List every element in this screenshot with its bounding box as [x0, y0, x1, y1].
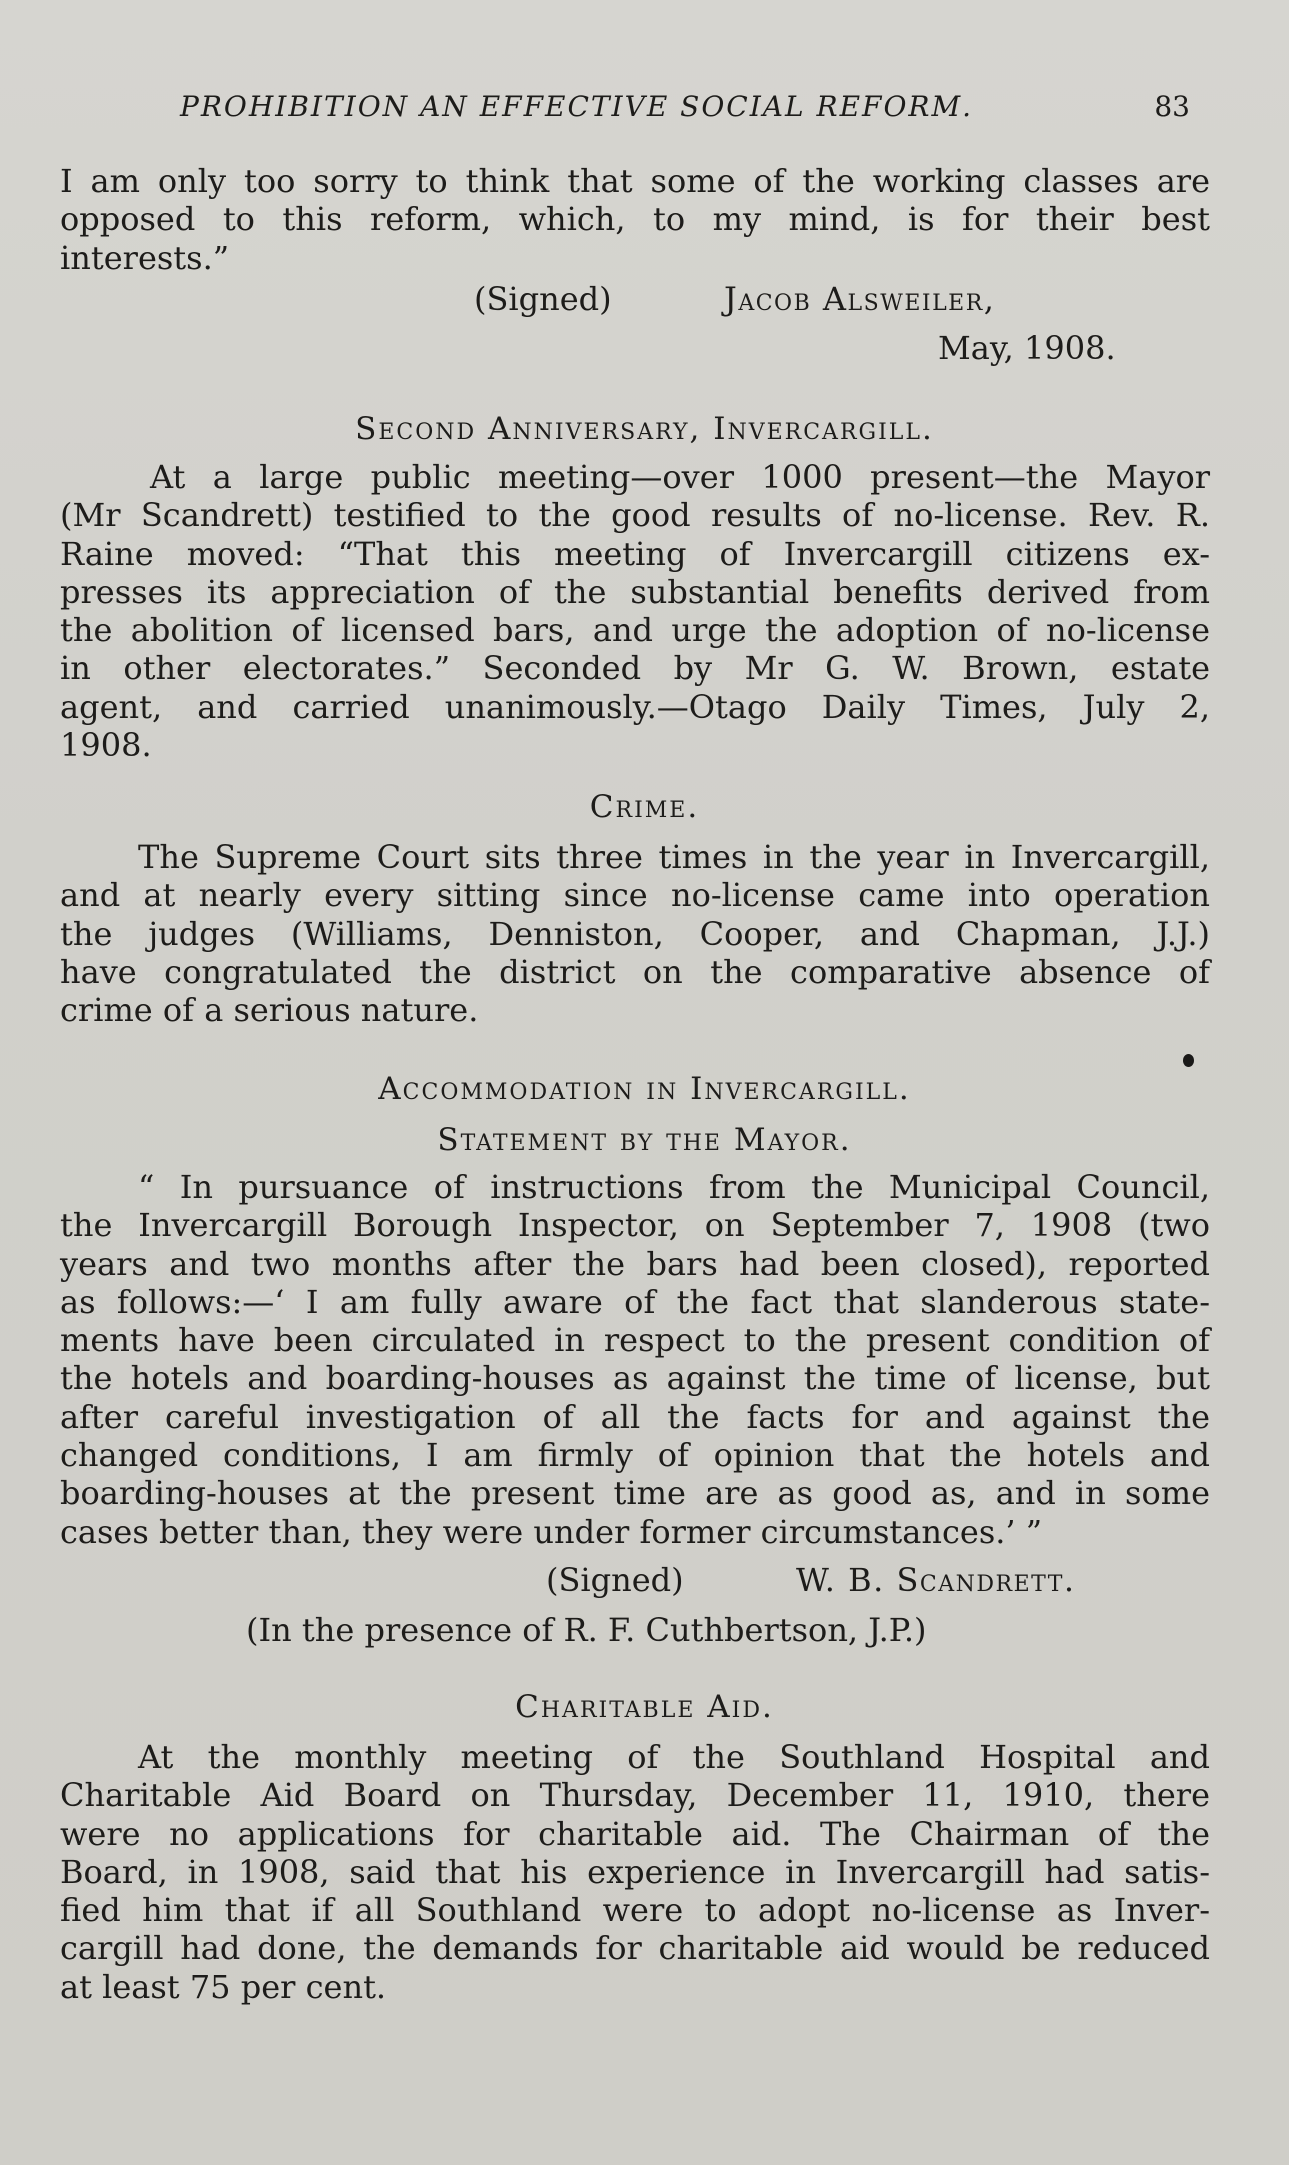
text-line: were no applications for charitable aid. The Chairman of the: [60, 1814, 1210, 1853]
opening-paragraph: [60, 162, 1210, 277]
opening-date: May, 1908.: [938, 329, 1116, 367]
text-line: cargill had done, the demands for charitable aid would be reduced: [60, 1929, 1210, 1968]
text-line: after careful investigation of all the facts for and against the: [60, 1397, 1210, 1436]
accommodation-heading: Accommodation in Invercargill.: [378, 1071, 911, 1107]
accommodation-signer: W. B. Scandrett.: [796, 1561, 1076, 1599]
charitable-aid-paragraph: [60, 1738, 1210, 2006]
text-line: The Supreme Court sits three times in the year in Invercargill,: [138, 838, 1210, 876]
text-line: years and two months after the bars had been closed), reported: [60, 1244, 1210, 1283]
text-line: At the monthly meeting of the Southland Hospital and: [138, 1738, 1210, 1776]
text-line: Raine moved: “That this meeting of Invercargill citizens ex-: [60, 534, 1210, 573]
text-line: agent, and carried unanimously.—Otago Daily Times, July 2,: [60, 687, 1210, 726]
ink-speck: [1183, 1054, 1194, 1067]
header-title: PROHIBITION AN EFFECTIVE SOCIAL REFORM.: [180, 90, 974, 123]
text-line: cases better than, they were under former circumstances.’ ”: [60, 1512, 1043, 1551]
text-line: in other electorates.” Seconded by Mr G. W. Brown, estate: [60, 649, 1210, 688]
text-line: have congratulated the district on the comparative absence of: [60, 952, 1210, 991]
text-line: at least 75 per cent.: [60, 1967, 387, 2006]
text-line: as follows:—‘ I am fully aware of the fact that slanderous state-: [60, 1282, 1210, 1321]
text-line: crime of a serious nature.: [60, 991, 479, 1030]
second-anniversary-heading: Second Anniversary, Invercargill.: [355, 411, 934, 447]
text-line: opposed to this reform, which, to my mind, is for their best: [60, 200, 1210, 239]
text-line: the judges (Williams, Denniston, Cooper, and Chapman, J.J.): [60, 914, 1210, 953]
page-number: 83: [1154, 90, 1190, 123]
text-line: interests.”: [60, 238, 230, 277]
text-line: presses its appreciation of the substantial benefits derived from: [60, 572, 1210, 611]
accommodation-signed-label: (Signed): [546, 1561, 684, 1599]
text-line: Charitable Aid Board on Thursday, December 11, 1910, there: [60, 1776, 1210, 1815]
text-line: Board, in 1908, said that his experience in Invercargill had satis-: [60, 1852, 1210, 1891]
running-header: [180, 88, 1190, 126]
crime-heading: Crime.: [589, 789, 700, 825]
presence-note: (In the presence of R. F. Cuthbertson, J.P.): [246, 1611, 927, 1649]
text-line: 1908.: [60, 726, 152, 765]
text-line: changed conditions, I am firmly of opinion that the hotels and: [60, 1436, 1210, 1475]
text-line: the Invercargill Borough Inspector, on September 7, 1908 (two: [60, 1206, 1210, 1245]
accommodation-paragraph: [60, 1168, 1210, 1551]
text-line: the hotels and boarding-houses as against the time of license, but: [60, 1359, 1210, 1398]
text-line: At a large public meeting—over 1000 present—the Mayor: [150, 458, 1210, 496]
charitable-aid-heading: Charitable Aid.: [515, 1689, 774, 1725]
text-line: fied him that if all Southland were to adopt no-license as Inver-: [60, 1891, 1210, 1930]
second-anniversary-paragraph: [60, 458, 1210, 764]
text-line: “ In pursuance of instructions from the Municipal Council,: [138, 1168, 1210, 1206]
text-line: ments have been circulated in respect to the present condition of: [60, 1321, 1210, 1360]
text-line: boarding-houses at the present time are as good as, and in some: [60, 1474, 1210, 1513]
opening-signed-label: (Signed): [474, 280, 612, 318]
text-line: the abolition of licensed bars, and urge the adoption of no-license: [60, 611, 1210, 650]
text-line: I am only too sorry to think that some of the working classes are: [60, 162, 1210, 200]
opening-signer: Jacob Alsweiler,: [724, 280, 996, 318]
text-line: (Mr Scandrett) testified to the good results of no-license. Rev. R.: [60, 496, 1210, 535]
accommodation-subheading: Statement by the Mayor.: [437, 1122, 852, 1158]
crime-paragraph: [60, 838, 1210, 1029]
text-line: and at nearly every sitting since no-license came into operation: [60, 876, 1210, 915]
